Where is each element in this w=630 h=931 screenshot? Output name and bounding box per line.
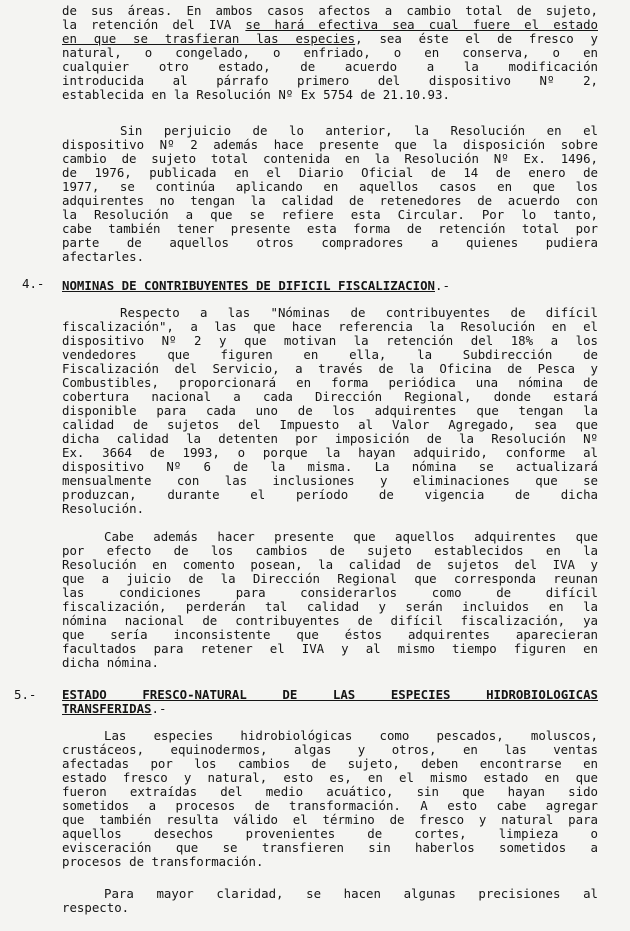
text-line: que también resulta válido el término de fresco y natural para [62, 813, 598, 827]
section-title: NOMINAS DE CONTRIBUYENTES DE DIFICIL FISCALIZACION [62, 278, 435, 293]
text-line: por efecto de los cambios de sujeto establecidos en la [62, 544, 598, 558]
text-line: estado fresco y natural, esto es, en el mismo estado en que [62, 771, 598, 785]
text-line [62, 32, 598, 46]
text-line: introducida al párrafo primero del dispositivo Nº 2, [62, 74, 598, 88]
text-line: que sería inconsistente que éstos adquirentes aparecieran [62, 628, 598, 642]
text-line: natural, o congelado, o enfriado, o en conserva, o en [62, 46, 598, 60]
text-line: cualquier otro estado, de acuerdo a la modificación [62, 60, 598, 74]
text-line: produzcan, durante el período de vigencia de dicha [62, 488, 598, 502]
section-number: 4.- [22, 276, 45, 291]
text-line: Para mayor claridad, se hacen algunas precisiones al [104, 887, 598, 901]
text-line: Respecto a las "Nóminas de contribuyentes de difícil [120, 306, 598, 320]
text-line: Las especies hidrobiológicas como pescados, moluscos, [104, 729, 598, 743]
text-line: Sin perjuicio de lo anterior, la Resolución en el [120, 124, 598, 138]
text-line: facultados para retener el IVA y al mismo tiempo figuren en [62, 642, 598, 656]
text-line: dicha calidad la detenten por imposición de la Resolución Nº [62, 432, 598, 446]
text-line: fiscalización", a las que hace referencia la Resolución en el [62, 320, 598, 334]
text-line: vendedores que figuren en ella, la Subdirección de [62, 348, 598, 362]
text-line: 1977, se continúa aplicando en aquellos casos en que los [62, 180, 598, 194]
text-span: la retención del IVA [62, 18, 246, 32]
text-line: Ex. 3664 de 1993, o porque la hayan adquirido, conforme al [62, 446, 598, 460]
text-line: dispositivo Nº 2 y que motivan la retención del 18% a los [62, 334, 598, 348]
text-line: de 1976, publicada en el Diario Oficial de 14 de enero de [62, 166, 598, 180]
text-line: mensualmente con las inclusiones y eliminaciones que se [62, 474, 598, 488]
text-line: afectadas por los cambios de sujeto, deben encontrarse en [62, 757, 598, 771]
text-line: nómina nacional de contribuyentes de difícil fiscalización, ya [62, 614, 598, 628]
text-line: aquellos desechos provenientes de cortes, limpieza o [62, 827, 598, 841]
text-line: fiscalización, perderán tal calidad y serán incluidos en la [62, 600, 598, 614]
text-line: disponible para cada uno de los adquirentes que tengan la [62, 404, 598, 418]
text-line: calidad de sujetos del Impuesto al Valor Agregado, sea que [62, 418, 598, 432]
text-line: crustáceos, equinodermos, algas y otros, en las ventas [62, 743, 598, 757]
text-line: dicha nómina. [62, 656, 159, 670]
text-line: fueron extraídas del medio acuático, sin que hayan sido [62, 785, 598, 799]
text-line: Combustibles, proporcionará en forma periódica una nómina de [62, 376, 598, 390]
text-line: parte de aquellos otros compradores a quienes pudiera [62, 236, 598, 250]
text-line [62, 18, 598, 32]
section-title: TRANSFERIDAS [62, 701, 152, 716]
text-line: Resolución en comento posean, la calidad de sujetos del IVA y [62, 558, 598, 572]
text-line: cobertura nacional a cada Dirección Regional, donde estará [62, 390, 598, 404]
text-line: procesos de transformación. [62, 855, 264, 869]
section-heading [62, 279, 450, 293]
text-line: la Resolución a que se refiere esta Circular. Por lo tanto, [62, 208, 598, 222]
text-line: establecida en la Resolución Nº Ex 5754 de 21.10.93. [62, 88, 450, 102]
text-line: evisceración que se transfieren sin haberlos sometidos a [62, 841, 598, 855]
section-title-suffix: .- [151, 701, 167, 716]
section-title: ESTADO FRESCO-NATURAL DE LAS ESPECIES HIDROBIOLOGICAS [62, 687, 598, 702]
text-line: afectarles. [62, 250, 145, 264]
text-line: dispositivo Nº 2 además hace presente que la disposición sobre [62, 138, 598, 152]
text-line: sometidos a procesos de transformación. A esto cabe agregar [62, 799, 598, 813]
section-title-suffix: .- [435, 278, 450, 293]
text-line: Cabe además hacer presente que aquellos adquirentes que [104, 530, 598, 544]
text-line: las condiciones para considerarlos como de difícil [62, 586, 598, 600]
underlined-text: en que se trasfieran las especies [62, 32, 356, 46]
text-span: , sea éste el de fresco y [355, 32, 598, 46]
text-line: respecto. [62, 901, 130, 915]
text-line: cambio de sujeto total contenida en la Resolución Nº Ex. 1496, [62, 152, 598, 166]
section-heading-line-1 [62, 688, 598, 702]
text-line: de sus áreas. En ambos casos afectos a cambio total de sujeto, [62, 4, 598, 18]
section-number: 5.- [14, 687, 37, 702]
underlined-text: se hará efectiva sea cual fuere el estado [245, 18, 598, 32]
text-line: dispositivo Nº 6 de la misma. La nómina se actualizará [62, 460, 598, 474]
text-line: Fiscalización del Servicio, a través de la Oficina de Pesca y [62, 362, 598, 376]
text-line: cabe también tener presente esta forma de retención total por [62, 222, 598, 236]
text-line: Resolución. [62, 502, 145, 516]
text-line: que a juicio de la Dirección Regional que corresponda reunan [62, 572, 598, 586]
text-line: adquirentes no tengan la calidad de retenedores de acuerdo con [62, 194, 598, 208]
section-heading-line-2 [62, 702, 166, 716]
